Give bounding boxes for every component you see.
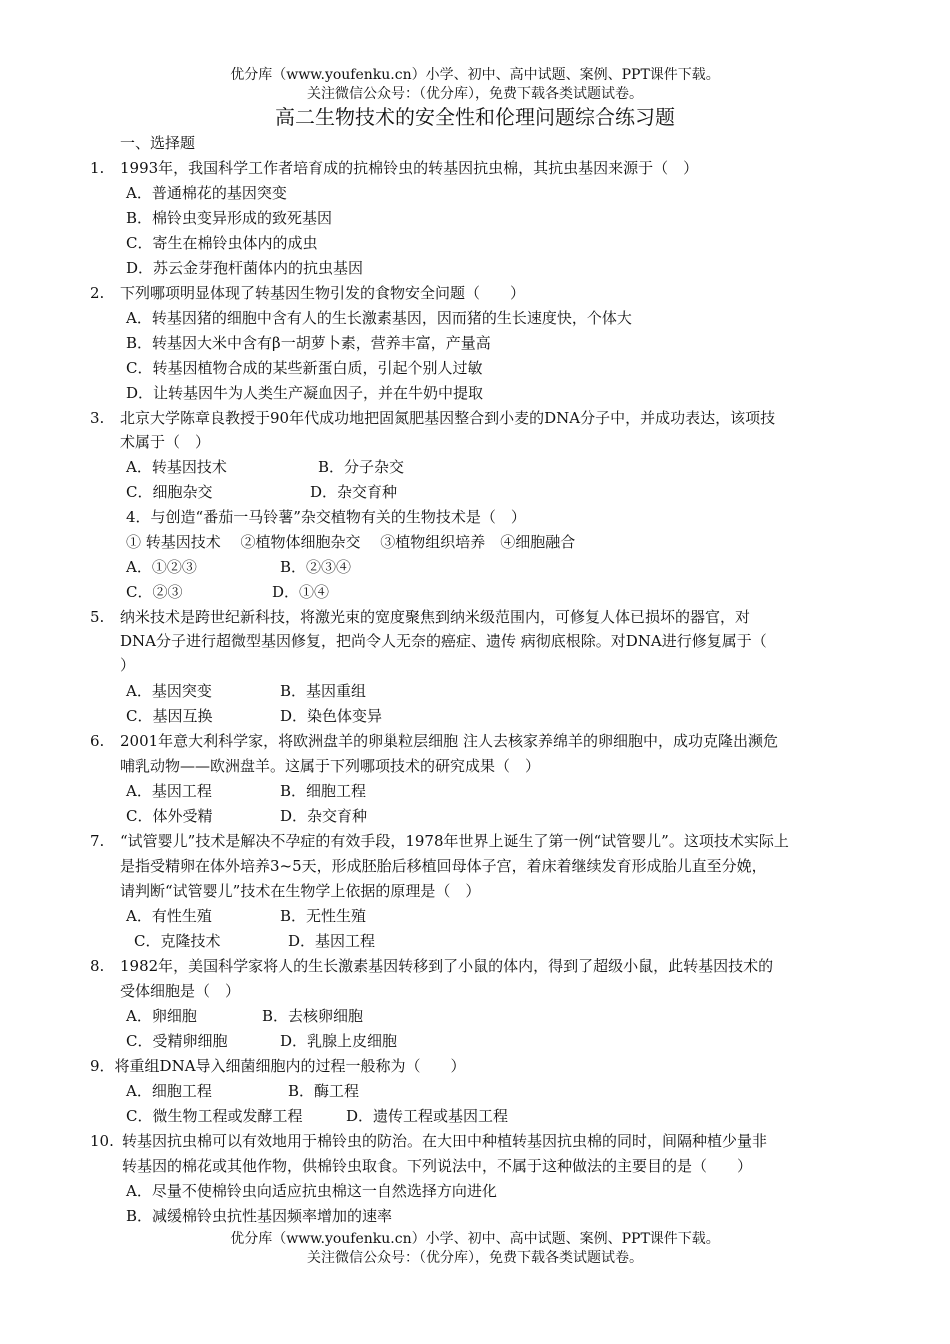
option-c: C．寄生在棉铃虫体内的成虫: [126, 234, 318, 252]
question-stem: 9．将重组DNA导入细菌细胞内的过程一般称为（ ）: [90, 1057, 466, 1075]
question-stem: 2001年意大利科学家，将欧洲盘羊的卵巢粒层细胞 注人去核家养绵羊的卵细胞中，成功克隆出濒危: [120, 732, 778, 750]
option-a: A．①②③: [126, 558, 197, 576]
question-items: ① 转基因技术 ②植物体细胞杂交 ③植物组织培养 ④细胞融合: [126, 533, 576, 551]
option-b: B．②③④: [280, 558, 352, 576]
question-stem: 4．与创造“番茄一马铃薯”杂交植物有关的生物技术是（ ）: [126, 508, 526, 526]
question-number: 1.: [90, 159, 105, 177]
option-d: D．乳腺上皮细胞: [280, 1032, 398, 1050]
question-stem: 转基因抗虫棉可以有效地用于棉铃虫的防治。在大田中种植转基因抗虫棉的同时，间隔种植少量非: [122, 1132, 768, 1150]
option-a: A．普通棉花的基因突变: [126, 184, 287, 202]
question-stem-cont: 请判断“试管婴儿”技术在生物学上依据的原理是（ ）: [120, 882, 481, 900]
footer-line-1: 优分库（www.youfenku.cn）小学、初中、高中试题、案例、PPT课件下载。: [230, 1231, 720, 1247]
page-title: 高二生物技术的安全性和伦理问题综合练习题: [275, 105, 675, 129]
option-a: A．基因突变: [126, 682, 212, 700]
option-c: C．②③: [126, 583, 183, 601]
option-d: D．杂交育种: [310, 483, 398, 501]
option-b: B．细胞工程: [280, 782, 367, 800]
section-heading: 一、选择题: [120, 134, 196, 152]
question-number: 2.: [90, 284, 105, 302]
question-stem-cont: 哺乳动物——欧洲盘羊。这属于下列哪项技术的研究成果（ ）: [120, 757, 541, 775]
option-d: D．杂交育种: [280, 807, 368, 825]
option-b: B．酶工程: [288, 1082, 360, 1100]
question-stem-cont: 转基因的棉花或其他作物，供棉铃虫取食。下列说法中，不属于这种做法的主要目的是（ ）: [122, 1157, 753, 1175]
question-number: 8.: [90, 957, 105, 975]
question-stem-cont: DNA分子进行超微型基因修复，把尚令人无奈的癌症、遗传 病彻底根除。对DNA进行修复属于（: [120, 632, 767, 650]
question-stem: 1982年，美国科学家将人的生长激素基因转移到了小鼠的体内，得到了超级小鼠，此转基因技术的: [120, 957, 774, 975]
option-a: A．尽量不使棉铃虫向适应抗虫棉这一自然选择方向进化: [126, 1182, 497, 1200]
option-c: C．微生物工程或发酵工程: [126, 1107, 303, 1125]
option-d: D．①④: [272, 583, 330, 601]
footer-line-2: 关注微信公众号：（优分库），免费下载各类试题试卷。: [307, 1250, 643, 1266]
question-number: 10.: [90, 1132, 114, 1150]
option-a: A．转基因猪的细胞中含有人的生长激素基因，因而猪的生长速度快，个体大: [126, 309, 632, 327]
option-b: B．无性生殖: [280, 907, 367, 925]
question-number: 3.: [90, 409, 105, 427]
option-b: B．去核卵细胞: [262, 1007, 364, 1025]
option-b: B．基因重组: [280, 682, 367, 700]
option-d: D．染色体变异: [280, 707, 383, 725]
header-line-1: 优分库（www.youfenku.cn）小学、初中、高中试题、案例、PPT课件下载。: [230, 67, 720, 83]
question-stem: “试管婴儿”技术是解决不孕症的有效手段，1978年世界上诞生了第一例“试管婴儿”。这项技术实际上: [120, 832, 789, 850]
option-a: A．基因工程: [126, 782, 212, 800]
option-d: D．让转基因牛为人类生产凝血因子，并在牛奶中提取: [126, 384, 484, 402]
option-c: C．基因互换: [126, 707, 213, 725]
question-number: 5.: [90, 608, 105, 626]
question-stem: 纳米技术是跨世纪新科技，将激光束的宽度聚焦到纳米级范围内，可修复人体已损坏的器官，对: [120, 608, 751, 626]
option-c: C．克隆技术: [134, 932, 221, 950]
question-stem-cont: 是指受精卵在体外培养3~5天，形成胚胎后移植回母体子宫，着床着继续发育形成胎儿直至分娩，: [120, 857, 767, 875]
option-c: C．体外受精: [126, 807, 213, 825]
question-stem-cont: ）: [120, 656, 136, 674]
option-b: B．分子杂交: [318, 458, 405, 476]
option-d: D．遗传工程或基因工程: [346, 1107, 509, 1125]
question-number: 6.: [90, 732, 105, 750]
option-d: D．苏云金芽孢杆菌体内的抗虫基因: [126, 259, 364, 277]
option-c: C．细胞杂交: [126, 483, 213, 501]
option-b: B．减缓棉铃虫抗性基因频率增加的速率: [126, 1207, 393, 1225]
question-stem: 1993年，我国科学工作者培育成的抗棉铃虫的转基因抗虫棉，其抗虫基因来源于（ ）: [120, 159, 699, 177]
option-a: A．细胞工程: [126, 1082, 212, 1100]
option-a: A．有性生殖: [126, 907, 212, 925]
question-stem: 下列哪项明显体现了转基因生物引发的食物安全问题（ ）: [120, 284, 526, 302]
question-stem-cont: 受体细胞是（ ）: [120, 982, 241, 1000]
option-c: C．受精卵细胞: [126, 1032, 228, 1050]
option-a: A．卵细胞: [126, 1007, 197, 1025]
option-c: C．转基因植物合成的某些新蛋白质，引起个别人过敏: [126, 359, 483, 377]
option-a: A．转基因技术: [126, 458, 227, 476]
question-number: 7.: [90, 832, 105, 850]
header-line-2: 关注微信公众号：（优分库），免费下载各类试题试卷。: [307, 86, 643, 102]
question-stem: 北京大学陈章良教授于90年代成功地把固氮肥基因整合到小麦的DNA分子中，并成功表达，该项技: [120, 409, 776, 427]
option-b: B．转基因大米中含有β一胡萝卜素，营养丰富，产量高: [126, 334, 491, 352]
option-b: B．棉铃虫变异形成的致死基因: [126, 209, 333, 227]
question-stem-cont: 术属于（ ）: [120, 433, 211, 451]
option-d: D．基因工程: [288, 932, 376, 950]
